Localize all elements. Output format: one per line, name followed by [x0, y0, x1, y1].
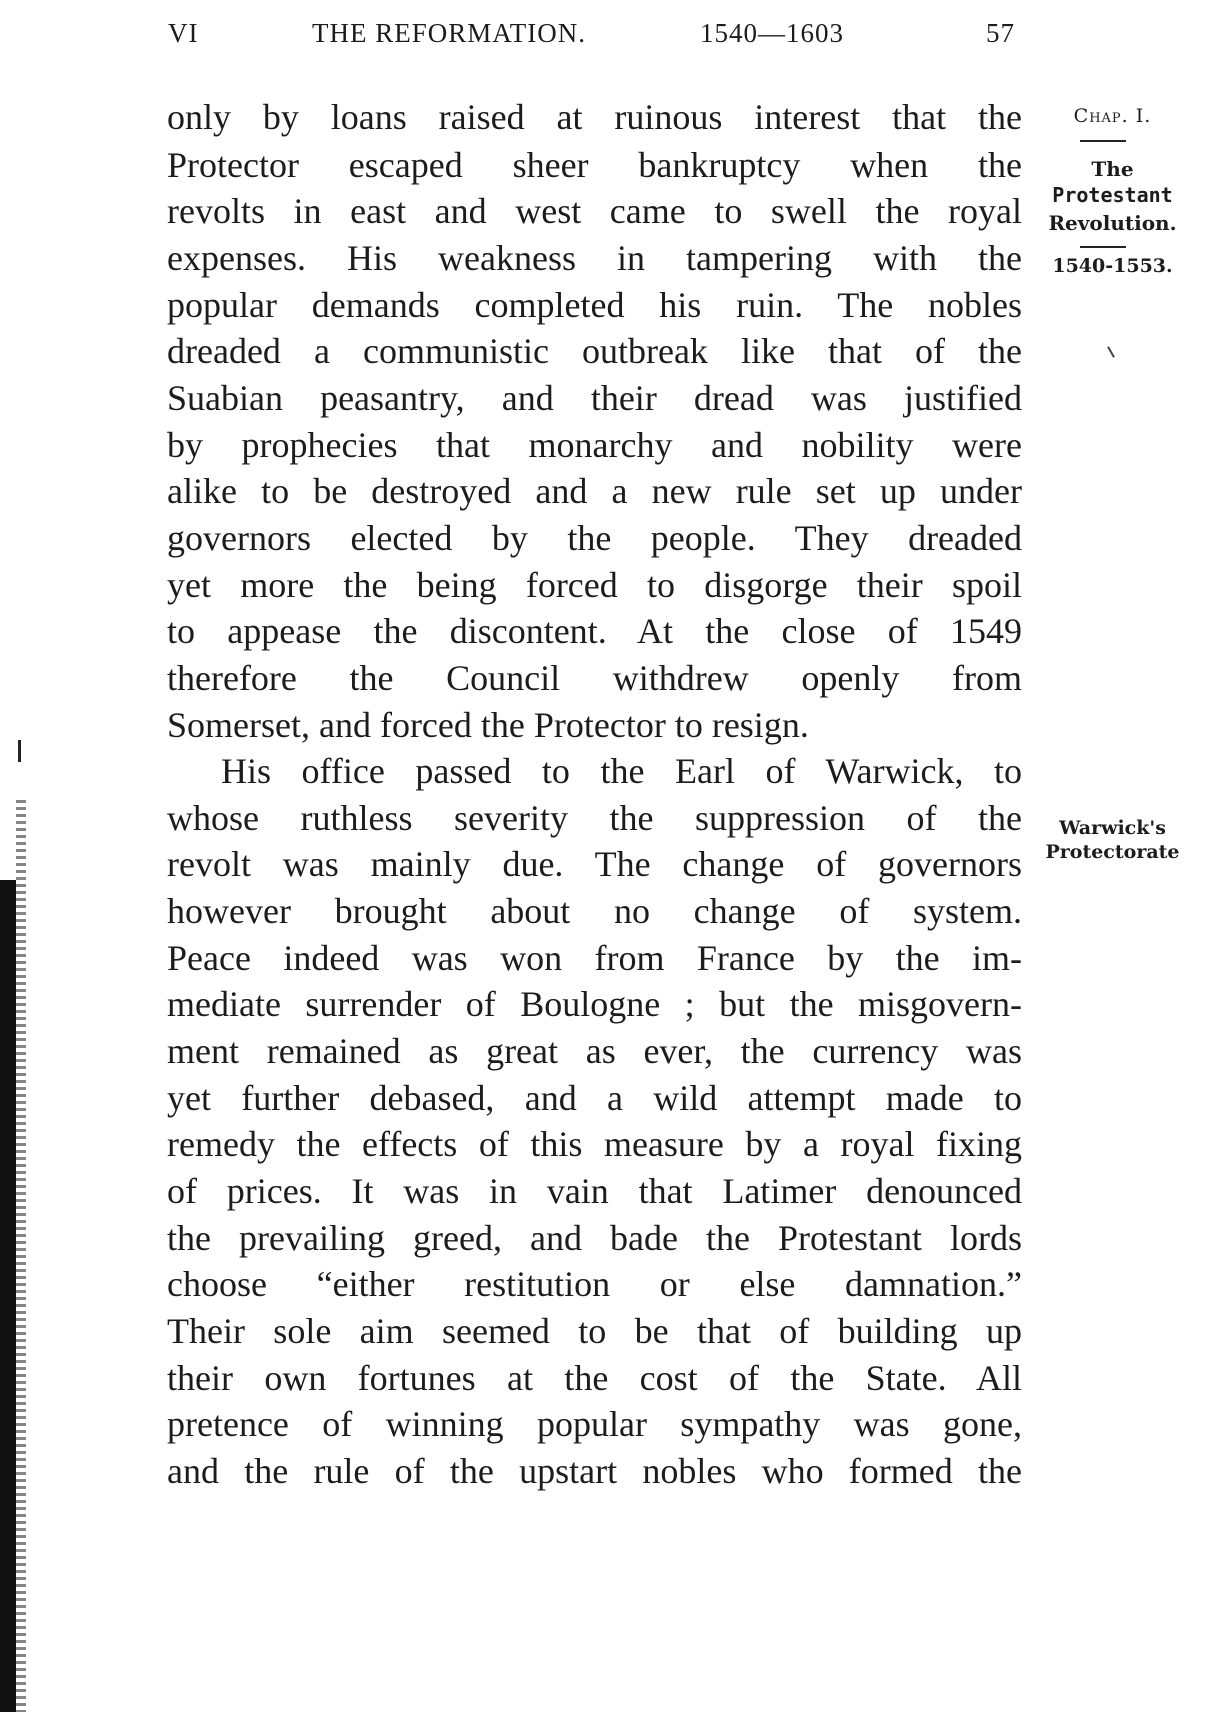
- text-line: expenses. His weakness in tampering with the: [167, 238, 1022, 278]
- text-line: only by loans raised at ruinous interest that the: [167, 97, 1022, 137]
- text-line: to appease the discontent. At the close of 1549: [167, 611, 1022, 651]
- marginal-topic-line: Revolution.: [1048, 211, 1177, 235]
- text-line: and the rule of the upstart nobles who formed the: [167, 1451, 1022, 1491]
- text-line: remedy the effects of this measure by a royal fixing: [167, 1124, 1022, 1164]
- text-line: ment remained as great as ever, the currency was: [167, 1031, 1022, 1071]
- text-line: revolt was mainly due. The change of governors: [167, 844, 1022, 884]
- binding-shadow-dark: [0, 880, 16, 1712]
- text-line: the prevailing greed, and bade the Protestant lords: [167, 1218, 1022, 1258]
- stray-mark: [1107, 346, 1115, 357]
- text-line: governors elected by the people. They dreaded: [167, 518, 1022, 558]
- text-line: however brought about no change of system.: [167, 891, 1022, 931]
- text-line: choose “either restitution or else damnation.”: [167, 1264, 1022, 1304]
- marginal-years: 1540-1553.: [1052, 255, 1173, 277]
- binding-shadow: [16, 800, 26, 1712]
- running-header: [0, 18, 1220, 58]
- marginal-chapter: Chap. I.: [1073, 105, 1152, 127]
- text-line: Protector escaped sheer bankruptcy when the: [167, 145, 1022, 185]
- text-line: His office passed to the Earl of Warwick, to: [221, 751, 1022, 791]
- text-line: pretence of winning popular sympathy was gone,: [167, 1404, 1022, 1444]
- marginal-note-line: Warwick's: [1059, 817, 1166, 839]
- text-line: Their sole aim seemed to be that of building up: [167, 1311, 1022, 1351]
- text-line: yet further debased, and a wild attempt made to: [167, 1078, 1022, 1118]
- marginal-topic-line: The: [1091, 157, 1134, 181]
- binding-tick-mark: [18, 740, 21, 762]
- text-line: mediate surrender of Boulogne ; but the misgovern-: [167, 984, 1022, 1024]
- page-number: 57: [986, 18, 1015, 48]
- text-line: Somerset, and forced the Protector to resign.: [167, 705, 809, 745]
- text-line: popular demands completed his ruin. The nobles: [167, 285, 1022, 325]
- running-years: 1540—1603: [700, 18, 844, 48]
- text-line: of prices. It was in vain that Latimer denounced: [167, 1171, 1022, 1211]
- text-line: therefore the Council withdrew openly from: [167, 658, 1022, 698]
- text-line: by prophecies that monarchy and nobility were: [167, 425, 1022, 465]
- text-line: whose ruthless severity the suppression of the: [167, 798, 1022, 838]
- scan-binding-edge: [0, 740, 40, 1712]
- marginal-rule: [1080, 140, 1126, 142]
- text-line: alike to be destroyed and a new rule set up under: [167, 471, 1022, 511]
- text-line: revolts in east and west came to swell the royal: [167, 191, 1022, 231]
- text-line: dreaded a communistic outbreak like that of the: [167, 331, 1022, 371]
- section-number: VI: [168, 18, 199, 48]
- text-line: yet more the being forced to disgorge their spoil: [167, 565, 1022, 605]
- running-title: THE REFORMATION.: [312, 18, 587, 48]
- marginal-rule: [1080, 246, 1126, 248]
- text-line: Peace indeed was won from France by the im-: [167, 938, 1022, 978]
- marginal-note-line: Protectorate: [1045, 841, 1180, 863]
- text-line: their own fortunes at the cost of the State. All: [167, 1358, 1022, 1398]
- text-line: Suabian peasantry, and their dread was justified: [167, 378, 1022, 418]
- marginal-topic-line: Protestant: [1052, 183, 1173, 207]
